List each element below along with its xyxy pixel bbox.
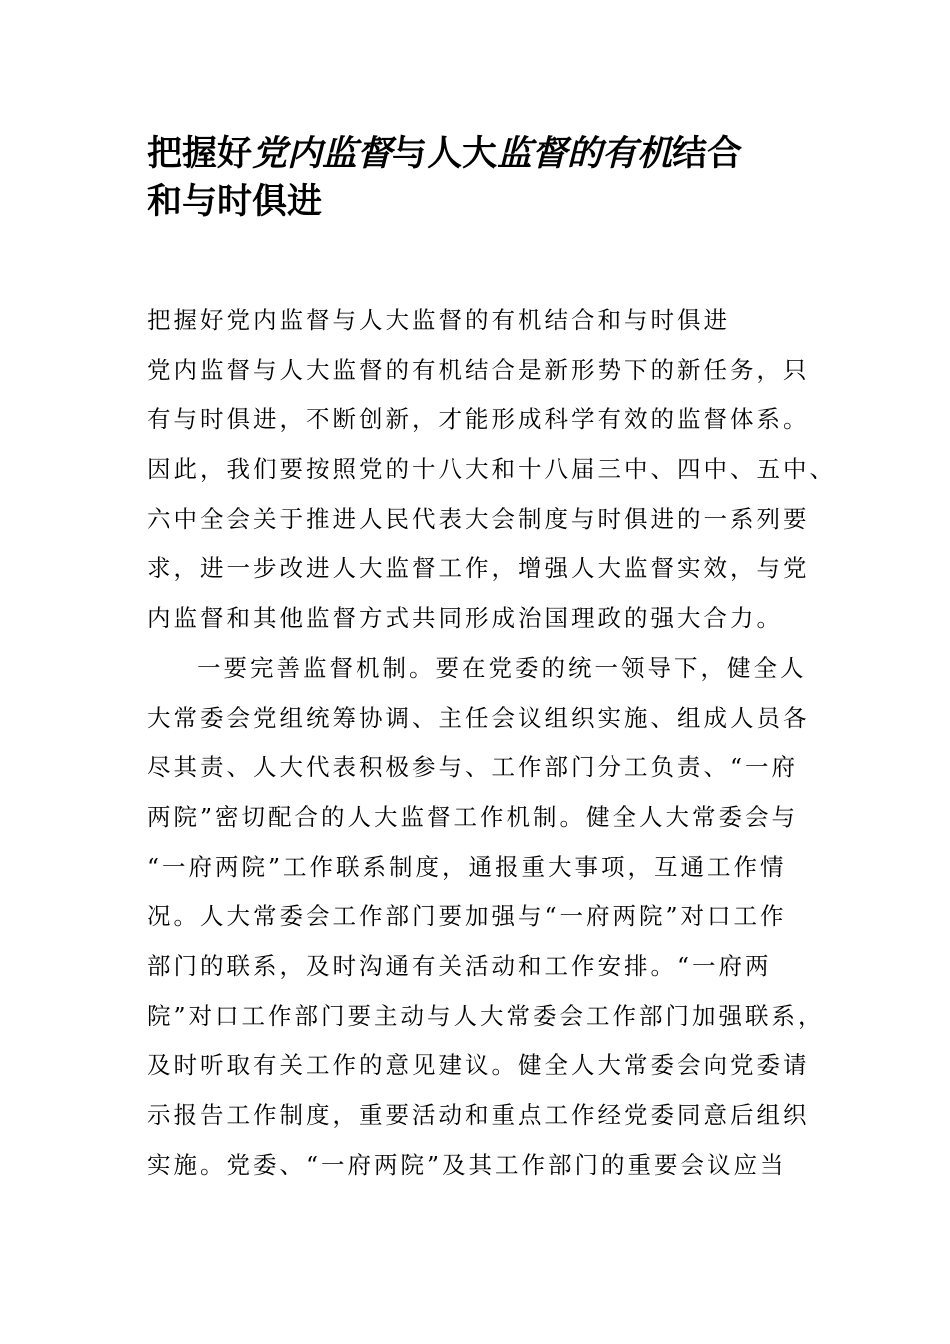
subtitle-line: 把握好党内监督与人大监督的有机结合和与时俱进 bbox=[147, 306, 730, 334]
paragraph-line: 大常委会党组统筹协调、主任会议组织实施、组成人员各 bbox=[147, 703, 810, 732]
paragraph-line: 实施。党委、“一府两院”及其工作部门的重要会议应当 bbox=[147, 1150, 787, 1179]
paragraph-line: 求，进一步改进人大监督工作，增强人大监督实效，与党 bbox=[147, 554, 810, 583]
paragraph-line: 两院”密切配合的人大监督工作机制。健全人大常委会与 bbox=[147, 802, 799, 831]
title-segment: 结合 bbox=[672, 133, 743, 174]
paragraph-line: “一府两院”工作联系制度，通报重大事项，互通工作情 bbox=[147, 852, 787, 881]
paragraph-line: 党内监督与人大监督的有机结合是新形势下的新任务，只 bbox=[147, 355, 810, 384]
title-segment-italic: 党内监督 bbox=[252, 133, 393, 174]
title-line-2: 和与时俱进 bbox=[147, 181, 323, 222]
paragraph-line: 六中全会关于推进人民代表大会制度与时俱进的一系列要 bbox=[147, 504, 810, 533]
paragraph-line: 况。人大常委会工作部门要加强与“一府两院”对口工作 bbox=[147, 902, 787, 931]
title-segment-italic: 监督的有机 bbox=[497, 133, 673, 174]
paragraph-line: 有与时俱进，不断创新，才能形成科学有效的监督体系。 bbox=[147, 405, 810, 434]
paragraph-line: 示报告工作制度，重要活动和重点工作经党委同意后组织 bbox=[147, 1101, 810, 1129]
paragraph-line: 院”对口工作部门要主动与人大常委会工作部门加强联系， bbox=[147, 1001, 825, 1030]
paragraph-line: 一要完善监督机制。要在党委的统一领导下，健全人 bbox=[197, 653, 807, 682]
title-segment: 把握好 bbox=[147, 133, 253, 174]
paragraph-line: 内监督和其他监督方式共同形成治国理政的强大合力。 bbox=[147, 604, 783, 633]
paragraph-line: 及时听取有关工作的意见建议。健全人大常委会向党委请 bbox=[147, 1051, 810, 1080]
paragraph-line: 因此，我们要按照党的十八大和十八届三中、四中、五中、 bbox=[147, 455, 836, 484]
document-body bbox=[147, 296, 836, 1190]
paragraph-line: 部门的联系，及时沟通有关活动和工作安排。“一府两 bbox=[147, 951, 772, 980]
paragraph-line: 尽其责、人大代表积极参与、工作部门分工负责、“一府 bbox=[147, 753, 799, 782]
title-segment: 与人大 bbox=[392, 133, 498, 174]
document-title bbox=[147, 130, 817, 226]
